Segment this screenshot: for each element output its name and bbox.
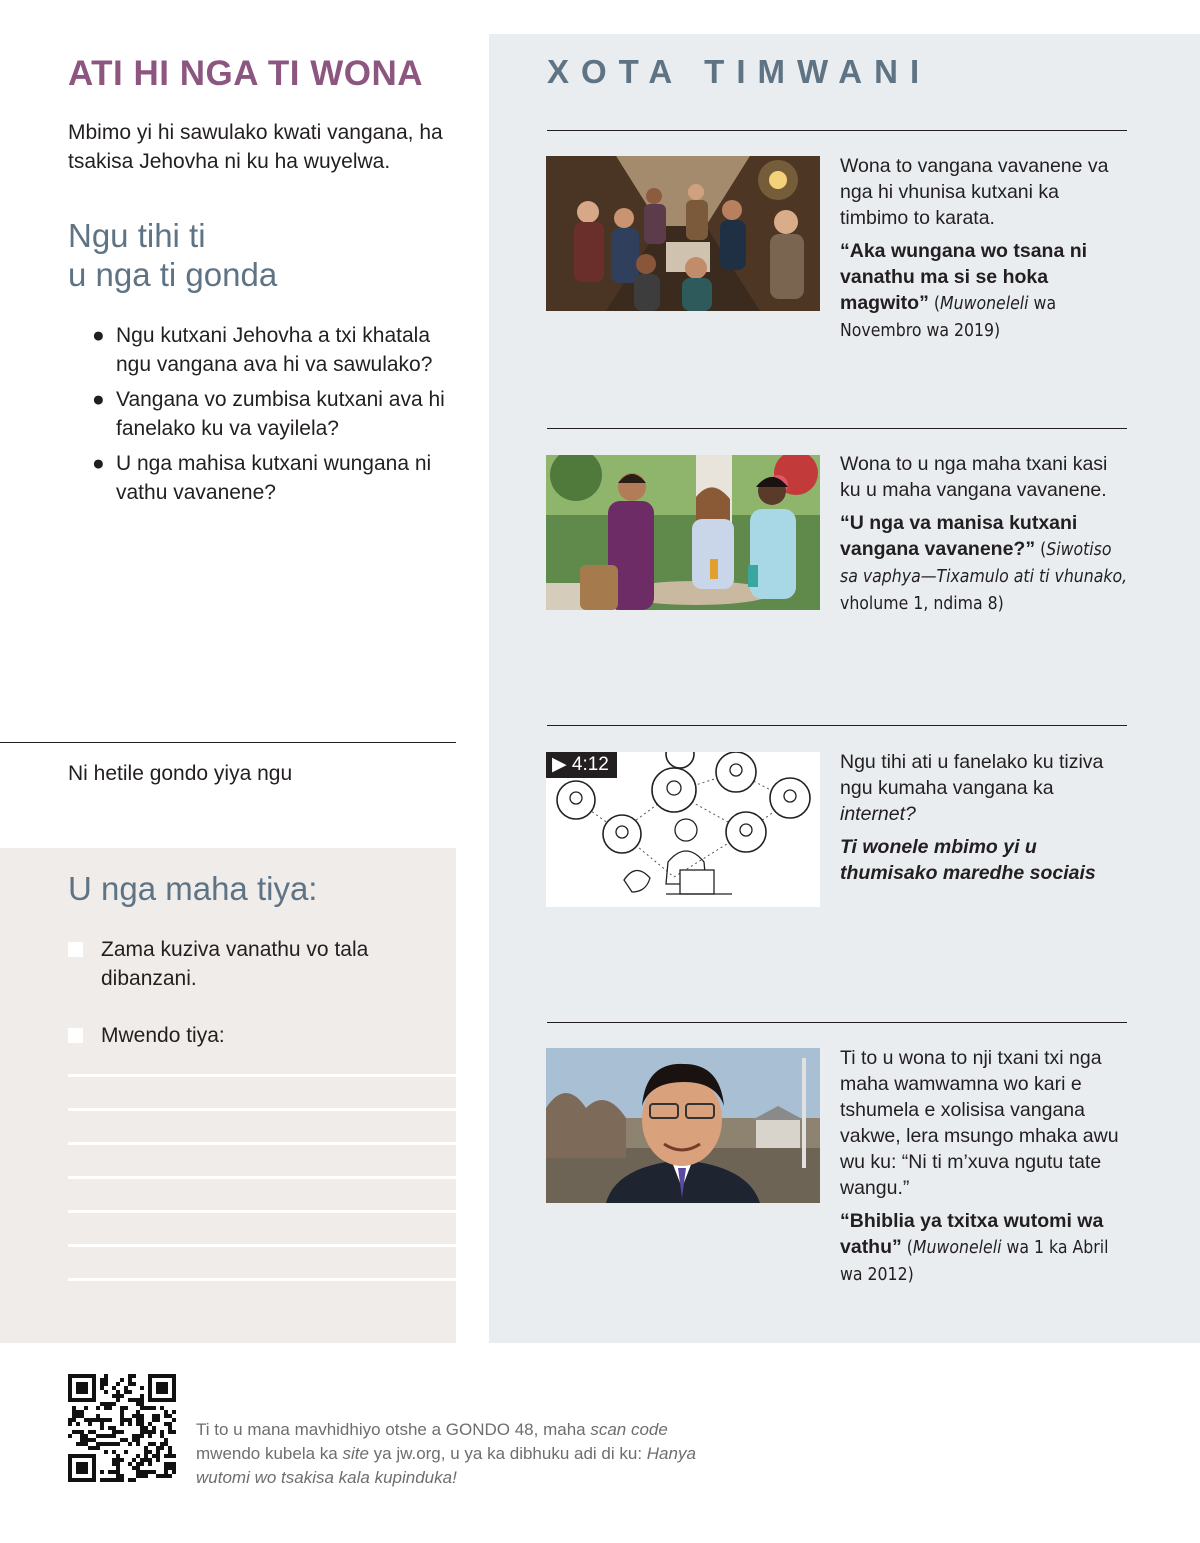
divider bbox=[547, 725, 1127, 726]
article-title-link[interactable]: “U nga va manisa kutxani vangana vavanene?” bbox=[840, 512, 1078, 560]
video-thumbnail[interactable] bbox=[546, 752, 820, 907]
completed-line: Ni hetile gondo yiya ngu bbox=[68, 762, 293, 785]
try-this-title: U nga maha tiya: bbox=[68, 870, 318, 907]
writing-line[interactable] bbox=[68, 1210, 456, 1213]
divider bbox=[547, 1022, 1127, 1023]
publication-name: Muwoneleli bbox=[912, 1238, 1002, 1258]
article-reference[interactable]: “Aka wungana wo tsana ni vanathu ma si se hoka magwito” (Muwoneleli wa Novembro wa 2019) bbox=[840, 240, 1088, 341]
group-gathering-photo[interactable] bbox=[546, 156, 820, 311]
article-title-link[interactable]: “Aka wungana wo tsana ni vanathu ma si se hoka magwito” bbox=[840, 240, 1088, 314]
article-reference[interactable]: “U nga va manisa kutxani vangana vavanene?” (Siwotiso sa vaphya—Tixamulo ati ti vhunako, vholume 1, ndima 8) bbox=[840, 512, 1128, 614]
writing-line[interactable] bbox=[68, 1108, 456, 1111]
writing-line[interactable] bbox=[68, 1142, 456, 1145]
divider bbox=[0, 742, 456, 743]
review-questions bbox=[92, 322, 454, 514]
summary-text: Mbimo yi hi sawulako kwati vangana, ha tsakisa Jehovha ni ku ha wuyelwa. bbox=[68, 121, 443, 173]
bullet-icon: ● bbox=[92, 324, 105, 347]
bullet-icon: ● bbox=[92, 388, 105, 411]
explore-item-3 bbox=[840, 749, 1128, 886]
publication-name: Siwotiso sa vaphya—Tixamulo ati ti vhunako, bbox=[840, 540, 1128, 587]
writing-line[interactable] bbox=[68, 1074, 456, 1077]
checkbox-icon[interactable] bbox=[68, 942, 83, 957]
summary-title: ATI HI NGA TI WONA bbox=[68, 54, 424, 93]
three-friends-photo[interactable] bbox=[546, 455, 820, 610]
publication-name: Muwoneleli bbox=[940, 294, 1029, 314]
divider bbox=[547, 130, 1127, 131]
explore-title: XOTA TIMWANI bbox=[547, 53, 932, 90]
explore-item-1 bbox=[840, 153, 1128, 344]
explore-item-2 bbox=[840, 451, 1128, 617]
explore-item-description: Wona to vangana vavanene va nga hi vhunisa kutxani ka timbimo to karata. bbox=[840, 155, 1109, 229]
explore-item-4 bbox=[840, 1045, 1128, 1288]
bullet-icon: ● bbox=[92, 452, 105, 475]
video-reference[interactable] bbox=[840, 834, 1128, 886]
article-title-link[interactable]: “Bhiblia ya txitxa wutomi wa vathu” bbox=[840, 1210, 1104, 1258]
try-item[interactable]: Zama kuziva vanathu vo tala dibanzani. bbox=[68, 936, 438, 993]
try-item[interactable]: Mwendo tiya: bbox=[68, 1022, 438, 1051]
checkbox-icon[interactable] bbox=[68, 1028, 83, 1043]
article-reference[interactable]: “Bhiblia ya txitxa wutomi wa vathu” (Muwoneleli wa 1 ka Abril wa 2012) bbox=[840, 1210, 1109, 1285]
explore-item-description: Ti to u wona to nji txani txi nga maha wamwamna wo kari e tshumela e xolisisa vangana vakwe, lera msungo mhaka awu wu ku: “Ni ti m’xuva ngutu tate wangu.” bbox=[840, 1047, 1119, 1199]
footer-note: Ti to u mana mavhidhiyo otshe a GONDO 48, maha scan code mwendo kubela ka site ya jw.org, u ya ka dibhuku adi di ku: Hanya wutomi wo tsakisa kala kupinduka! bbox=[196, 1420, 696, 1487]
qr-code-icon[interactable] bbox=[68, 1374, 176, 1482]
review-title-line1: Ngu tihi ti bbox=[68, 217, 206, 254]
review-question: ● Ngu kutxani Jehovha a txi khatala ngu vangana ava hi va sawulako? bbox=[92, 324, 433, 376]
writing-line[interactable] bbox=[68, 1244, 456, 1247]
smiling-man-photo[interactable] bbox=[546, 1048, 820, 1203]
book-title: Hanya wutomi wo tsakisa kala kupinduka! bbox=[196, 1444, 696, 1487]
review-title bbox=[68, 216, 428, 294]
try-this-box bbox=[0, 848, 456, 1343]
review-question: ● U nga mahisa kutxani wungana ni vathu vavanene? bbox=[92, 452, 432, 504]
explore-item-description: Wona to u nga maha txani kasi ku u maha vangana vavanene. bbox=[840, 453, 1108, 501]
writing-line[interactable] bbox=[68, 1176, 456, 1179]
review-title-line2: u nga ti gonda bbox=[68, 256, 278, 293]
explore-item-description: Ngu tihi ati u fanelako ku tiziva ngu kumaha vangana ka internet? bbox=[840, 751, 1104, 825]
video-title-link[interactable]: Ti wonele mbimo yi u thumisako maredhe sociais bbox=[840, 836, 1096, 884]
review-question: ● Vangana vo zumbisa kutxani ava hi fanelako ku va vayilela? bbox=[92, 388, 445, 440]
video-duration-badge: ▶ 4:12 bbox=[546, 752, 617, 778]
divider bbox=[547, 428, 1127, 429]
writing-line[interactable] bbox=[68, 1278, 456, 1281]
